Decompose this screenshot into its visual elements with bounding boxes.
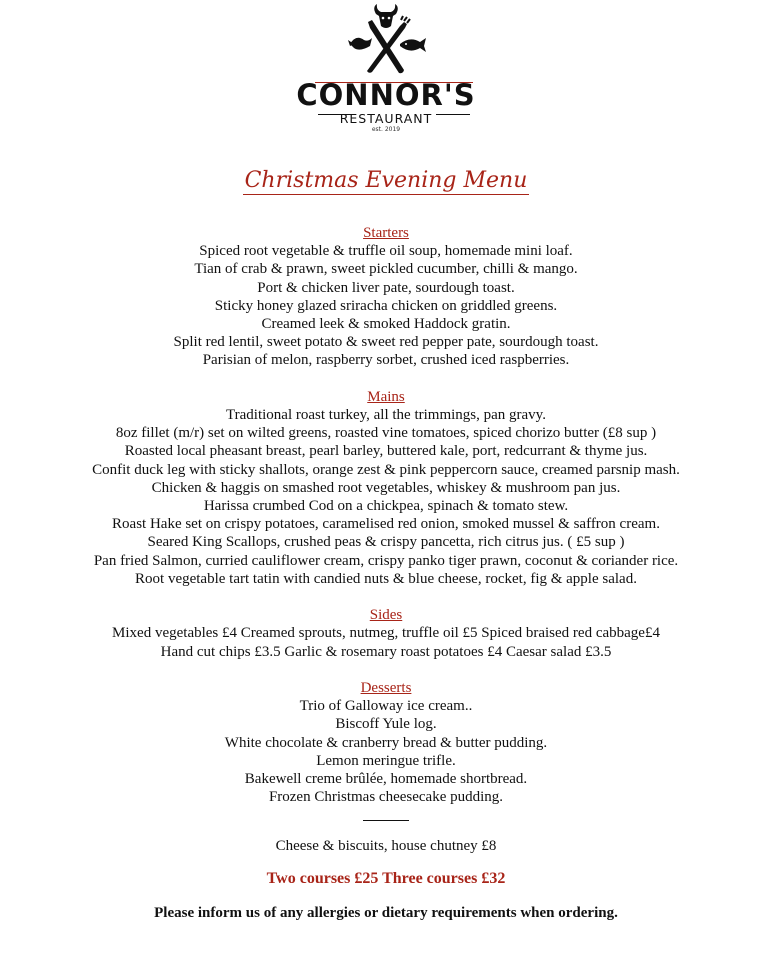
menu-item: Split red lentil, sweet potato & sweet red pepper pate, sourdough toast. — [173, 334, 599, 351]
menu-item: Trio of Galloway ice cream.. — [299, 698, 473, 715]
menu-title — [0, 168, 772, 193]
menu-item: Traditional roast turkey, all the trimmings, pan gravy. — [226, 407, 546, 424]
fish-icon — [400, 38, 426, 52]
sides-heading: Sides — [369, 607, 403, 624]
menu-item: Harissa crumbed Cod on a chickpea, spinach & tomato stew. — [203, 498, 569, 515]
starters-heading: Starters — [363, 225, 409, 241]
brand-subtitle: RESTAURANT — [339, 111, 433, 126]
menu-item: Bakewell creme brûlée, homemade shortbread. — [244, 771, 528, 788]
menu-item: 8oz fillet (m/r) set on wilted greens, roasted vine tomatoes, spiced chorizo butter (£8 sup ) — [115, 425, 657, 442]
menu-item: Lemon meringue trifle. — [316, 752, 456, 769]
menu-item: Creamed leek & smoked Haddock gratin. — [261, 316, 511, 333]
menu-item: Mixed vegetables £4 Creamed sprouts, nutmeg, truffle oil £5 Spiced braised red cabbage£4 — [112, 625, 660, 642]
restaurant-logo — [0, 0, 772, 140]
menu-item: Sticky honey glazed sriracha chicken on griddled greens. — [214, 297, 558, 314]
course-prices: Two courses £25 Three courses £32 — [266, 869, 506, 887]
section-divider — [363, 820, 409, 821]
menu-item: Frozen Christmas cheesecake pudding. — [268, 789, 504, 806]
brand-name: CONNOR'S — [296, 78, 476, 112]
bird-icon — [348, 38, 372, 50]
menu-item: Biscoff Yule log. — [335, 716, 437, 733]
menu-item: Hand cut chips £3.5 Garlic & rosemary roast potatoes £4 Caesar salad £3.5 — [160, 643, 612, 660]
allergy-note: Please inform us of any allergies or dietary requirements when ordering. — [154, 904, 618, 921]
menu-item: Confit duck leg with sticky shallots, orange zest & pink peppercorn sauce, creamed parsnip mash. — [92, 461, 680, 478]
menu-item: Pan fried Salmon, curried cauliflower cream, crispy panko tiger prawn, coconut & coriander rice. — [93, 552, 679, 569]
cheese-course: Cheese & biscuits, house chutney £8 — [275, 838, 497, 855]
mains-section — [0, 388, 772, 588]
menu-item: Port & chicken liver pate, sourdough toast. — [257, 279, 515, 296]
menu-item: Roasted local pheasant breast, pearl barley, buttered kale, port, redcurrant & thyme jus. — [124, 443, 648, 460]
menu-item: Roast Hake set on crispy potatoes, caramelised red onion, smoked mussel & saffron cream. — [112, 516, 660, 533]
mains-heading: Mains — [367, 388, 405, 405]
desserts-section — [0, 679, 772, 806]
menu-item: Spiced root vegetable & truffle oil soup, homemade mini loaf. — [199, 243, 573, 260]
menu-item: Root vegetable tart tatin with candied nuts & blue cheese, rocket, fig & apple salad. — [135, 570, 637, 587]
desserts-heading: Desserts — [360, 680, 412, 697]
menu-content — [0, 224, 772, 922]
menu-item: Chicken & haggis on smashed root vegetables, whiskey & mushroom pan jus. — [151, 479, 621, 496]
menu-item: Seared King Scallops, crushed peas & crispy pancetta, rich citrus jus. ( £5 sup ) — [147, 534, 625, 551]
bull-head-icon — [374, 4, 398, 28]
menu-item: Tian of crab & prawn, sweet pickled cucumber, chilli & mango. — [194, 261, 578, 278]
brand-established: est. 2019 — [371, 126, 401, 133]
sides-section — [0, 606, 772, 661]
menu-item: Parisian of melon, raspberry sorbet, crushed iced raspberries. — [202, 352, 570, 369]
brand-rule-right — [436, 114, 470, 115]
menu-title-text: Christmas Evening Menu — [244, 168, 528, 193]
crossed-fork-knife-icon — [346, 4, 426, 76]
starters-section — [0, 224, 772, 370]
menu-item: White chocolate & cranberry bread & butter pudding. — [224, 734, 548, 751]
